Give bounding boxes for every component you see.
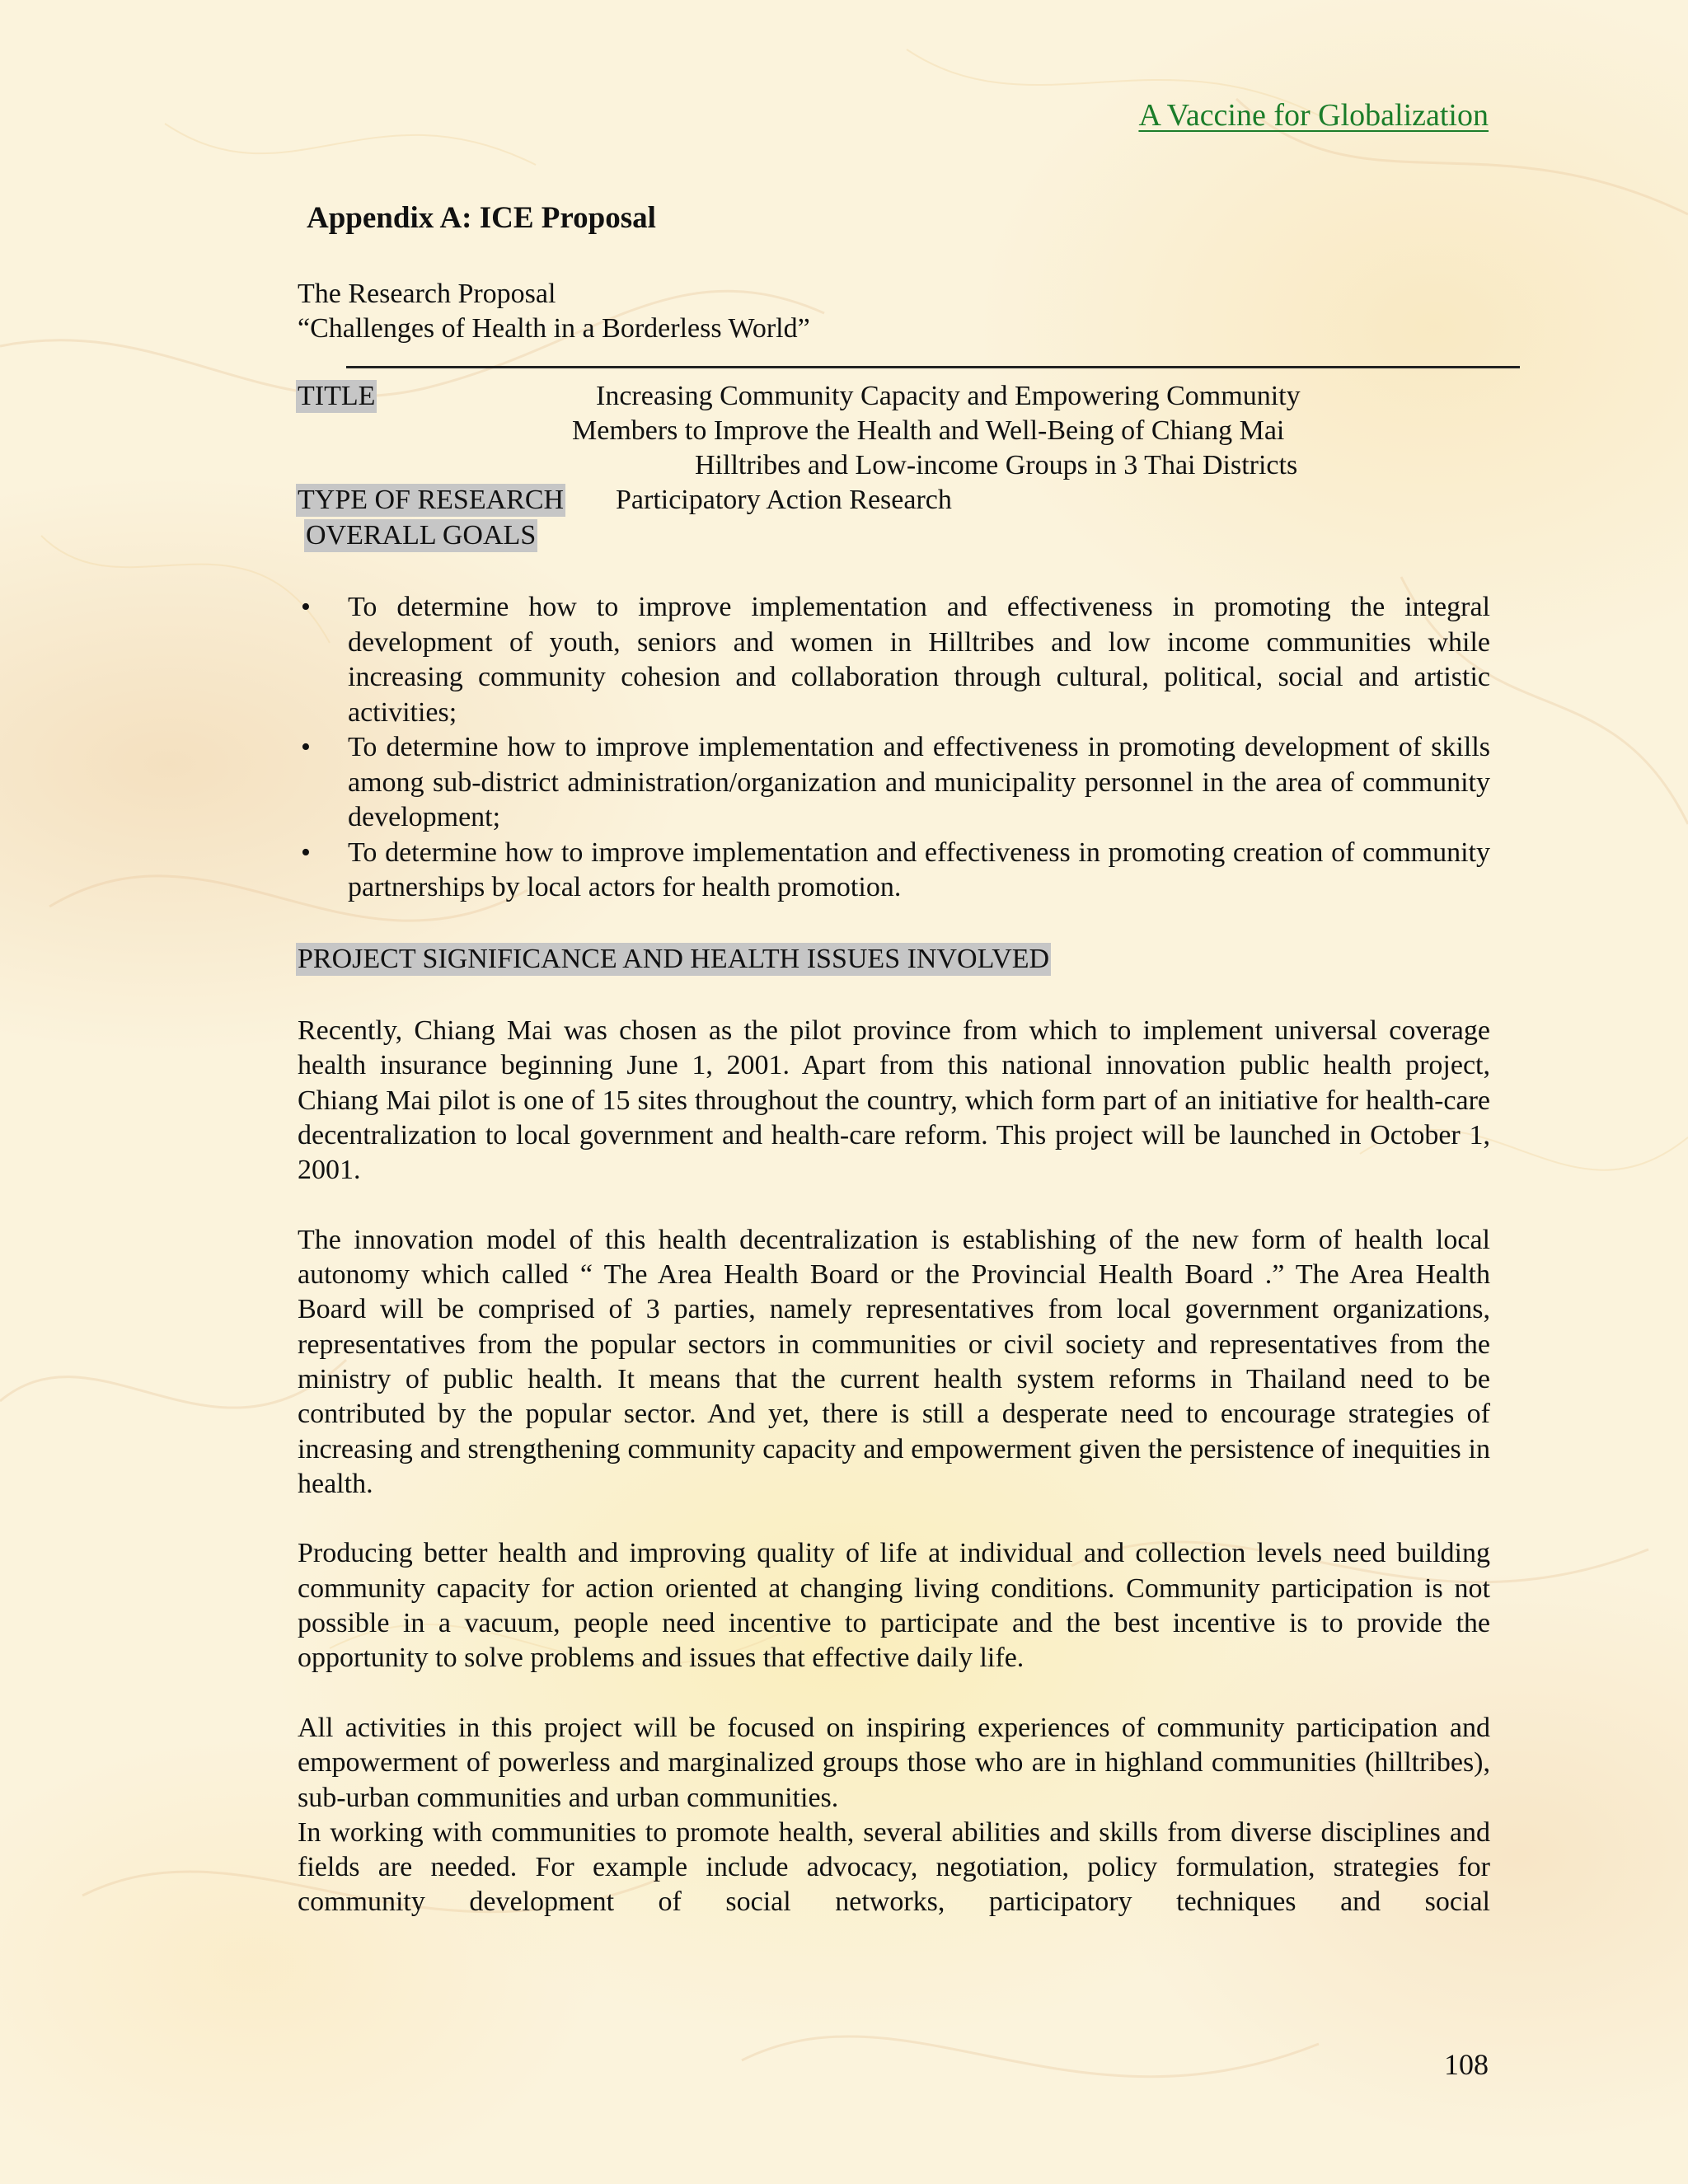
appendix-heading: Appendix A: ICE Proposal <box>307 201 656 235</box>
goal-item <box>298 730 1490 836</box>
title-label: TITLE <box>298 381 376 411</box>
type-of-research-value: Participatory Action Research <box>616 485 952 515</box>
goals-list <box>298 590 1490 906</box>
running-title: A Vaccine for Globalization <box>1138 98 1489 133</box>
type-of-research-label: TYPE OF RESEARCH <box>298 485 565 515</box>
bullet-icon: • <box>301 837 311 868</box>
proposal-heading <box>298 277 810 346</box>
goal-text: To determine how to improve implementation and effectiveness in promoting creation of community partnerships by local actors for health promotion. <box>348 837 1490 902</box>
significance-body <box>298 1014 1490 1920</box>
goal-item <box>298 836 1490 906</box>
significance-heading: PROJECT SIGNIFICANCE AND HEALTH ISSUES INVOLVED <box>298 944 1050 974</box>
bullet-icon: • <box>301 592 311 622</box>
title-value-line-1: Increasing Community Capacity and Empowering Community <box>596 381 1301 411</box>
goal-text: To determine how to improve implementation and effectiveness in promoting the integral development of youth, seniors and women in Hilltribes and low income communities while increasing community cohesion and collaboration through cultural, political, social and artistic activities; <box>348 592 1490 728</box>
title-value-line-3: Hilltribes and Low-income Groups in 3 Thai Districts <box>695 450 1298 480</box>
bullet-icon: • <box>301 732 311 762</box>
proposal-line-1: The Research Proposal <box>298 279 556 309</box>
horizontal-rule <box>346 366 1520 368</box>
body-paragraph: In working with communities to promote health, several abilities and skills from diverse disciplines and fields are needed. For example include advocacy, negotiation, policy formulation, strategies for community development of social networks, participatory techniques and social <box>298 1816 1490 1918</box>
title-value-line-2: Members to Improve the Health and Well-Being of Chiang Mai <box>572 415 1285 446</box>
body-paragraph: Producing better health and improving quality of life at individual and collection levels need building community capacity for action oriented at changing living conditions. Community participation is not possible in a vacuum, people need incentive to participate and the best incentive is to provide the opportunity to solve problems and issues that effective daily life. <box>298 1538 1490 1674</box>
body-paragraph: Recently, Chiang Mai was chosen as the pilot province from which to implement universal coverage health insurance beginning June 1, 2001. Apart from this national innovation public health project, Chiang Mai pilot is one of 15 sites throughout the country, which form part of an initiative for health-care decentralization to local government and health-care reform. This project will be launched in October 1, 2001. <box>298 1015 1490 1186</box>
proposal-line-2: “Challenges of Health in a Borderless World” <box>298 313 810 344</box>
body-paragraph: All activities in this project will be focused on inspiring experiences of community participation and empowerment of powerless and marginalized groups those who are in highland communities (hilltribes), sub-urban communities and urban communities. <box>298 1712 1490 1813</box>
page-number: 108 <box>1444 2048 1489 2081</box>
overall-goals-label: OVERALL GOALS <box>306 520 537 551</box>
goal-item <box>298 590 1490 730</box>
body-paragraph: The innovation model of this health decentralization is establishing of the new form of health local autonomy which called “ The Area Health Board or the Provincial Health Board .” The Area Health Board will be comprised of 3 parties, namely representatives from local government organizations, representatives from the popular sectors in communities or civil society and representatives from the ministry of public health. It means that the current health system reforms in Thailand need to be contributed by the popular sector. And yet, there is still a desperate need to encourage strategies of increasing and strengthening community capacity and empowerment given the persistence of inequities in health. <box>298 1224 1490 1499</box>
goal-text: To determine how to improve implementation and effectiveness in promoting development of skills among sub-district administration/organization and municipality personnel in the area of community development; <box>348 732 1490 832</box>
